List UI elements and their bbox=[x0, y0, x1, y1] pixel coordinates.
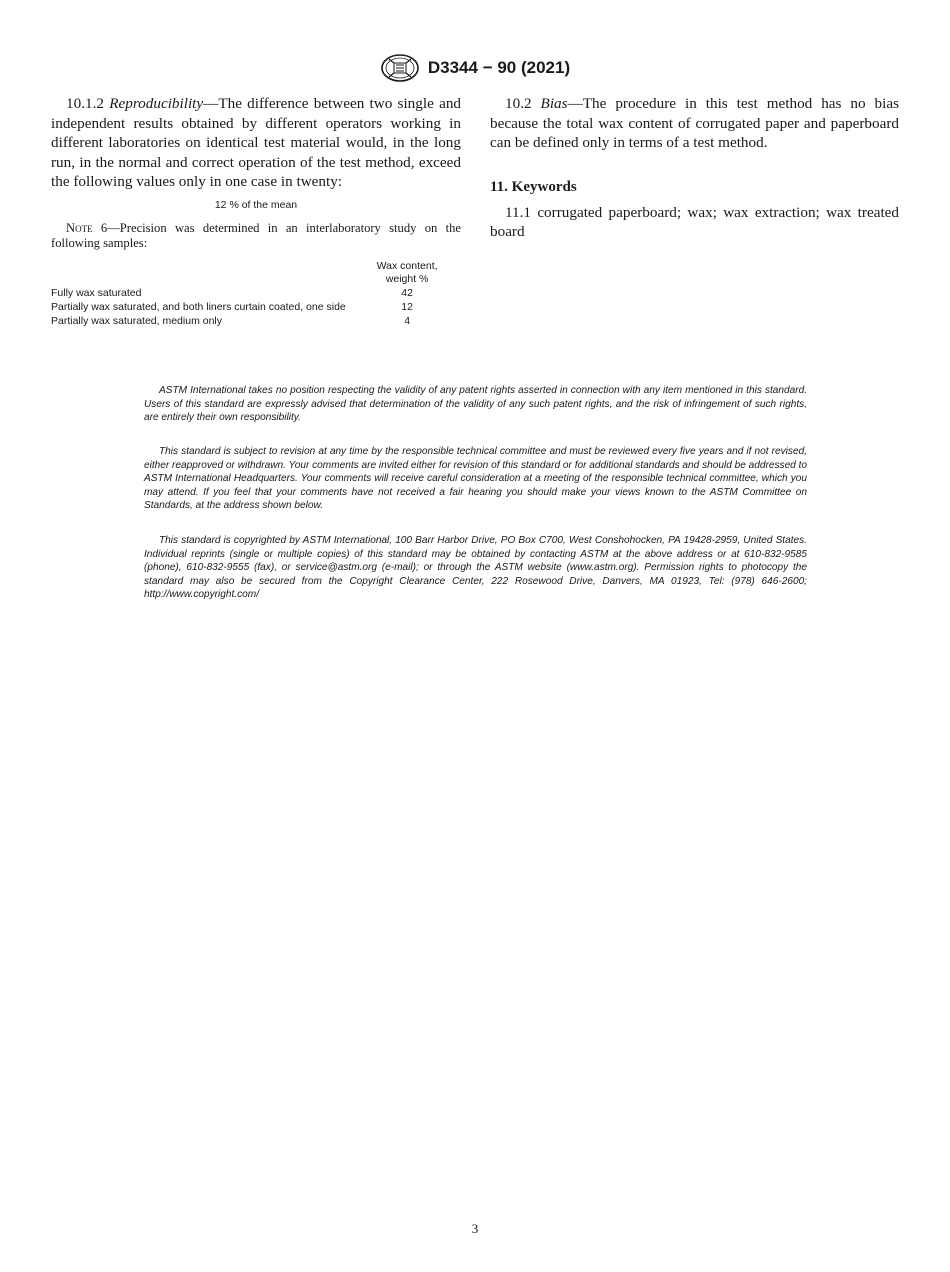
paragraph-text: —The difference between two single and independent results obtained by different operators working in different laboratories on identical test material would, in the long run, in the normal and correct operation of the test method, exceed the following values only in one case in twenty: bbox=[51, 95, 462, 190]
table-column-header bbox=[353, 260, 461, 288]
table-row bbox=[51, 301, 461, 315]
revision-text: This standard is subject to revision at any time by the responsible technical committee and must be reviewed every five years and if not revised, either reapproved or withdrawn. Your comments are invited either for revision of this standard or for additional standards and should be addressed to ASTM International Headquarters. Your comments will receive careful consideration at a meeting of the responsible technical committee, which you may attend. If you feel that your comments have not received a fair hearing you should make your views known to the ASTM Committee on Standards, at the address shown below. bbox=[144, 446, 808, 511]
revision-notice bbox=[144, 445, 807, 513]
paragraph-title: Reproducibility bbox=[109, 95, 204, 112]
sample-label: Partially wax saturated, medium only bbox=[51, 314, 222, 327]
paragraph-10-1-2 bbox=[51, 94, 461, 192]
sample-value: 12 bbox=[401, 300, 413, 313]
sample-value: 42 bbox=[401, 287, 413, 300]
patent-notice bbox=[144, 384, 807, 425]
standard-designation: D3344 − 90 (2021) bbox=[427, 58, 571, 77]
header-line-2: weight % bbox=[385, 273, 429, 286]
table-header-spacer bbox=[51, 260, 353, 288]
note-6 bbox=[51, 221, 461, 251]
paragraph-text: —The procedure in this test method has no bias because the total wax content of corrugated paper and paperboard can be defined only in terms of a test method. bbox=[490, 95, 900, 151]
sample-label: Partially wax saturated, and both liners curtain coated, one side bbox=[51, 300, 346, 313]
right-column bbox=[490, 94, 899, 242]
copyright-notice bbox=[144, 534, 807, 602]
patent-text: ASTM International takes no position respecting the validity of any patent rights asserted in connection with any item mentioned in this standard. Users of this standard are expressly advised that determination of the validity of any such patent rights, and the risk of infringement of such rights, are entirely their own responsibility. bbox=[144, 385, 807, 423]
paragraph-title: Bias bbox=[540, 95, 568, 112]
paragraph-number: 10.1.2 bbox=[66, 95, 104, 112]
table-row bbox=[51, 315, 461, 329]
table-row bbox=[51, 287, 461, 301]
table-header-row bbox=[51, 260, 461, 288]
reproducibility-value: 12 % of the mean bbox=[214, 198, 298, 211]
sample-label: Fully wax saturated bbox=[51, 287, 142, 300]
page-header bbox=[0, 54, 950, 84]
paragraph-10-2 bbox=[490, 94, 899, 153]
sample-value: 4 bbox=[404, 314, 411, 327]
astm-logo-icon bbox=[380, 54, 420, 82]
samples-table bbox=[51, 260, 461, 329]
note-label: Note 6 bbox=[66, 220, 108, 235]
paragraph-number: 10.2 bbox=[505, 95, 532, 112]
note-text: —Precision was determined in an interlaboratory study on the following samples: bbox=[51, 220, 461, 250]
header-line-1: Wax content, bbox=[376, 259, 438, 272]
copyright-text: This standard is copyrighted by ASTM International, 100 Barr Harbor Drive, PO Box C700, West Conshohocken, PA 19428-2959, United States. Individual reprints (single or multiple copies) of this standard may be obtained by contacting ASTM at the above address or at 610-832-9585 (phone), 610-832-9555 (fax), or service@astm.org (e-mail); or through the ASTM website (www.astm.org). Permission rights to photocopy the standard may also be secured from the Copyright Clearance Center, 222 Rosewood Drive, Danvers, MA 01923, Tel: (978) 646-2600; http://www.copyright.com/ bbox=[144, 535, 807, 600]
left-column bbox=[51, 94, 461, 328]
page-number: 3 bbox=[471, 1221, 479, 1236]
section-heading-keywords: 11. Keywords bbox=[490, 178, 577, 195]
paragraph-11-1: 11.1 corrugated paperboard; wax; wax extraction; wax treated board bbox=[490, 203, 899, 240]
